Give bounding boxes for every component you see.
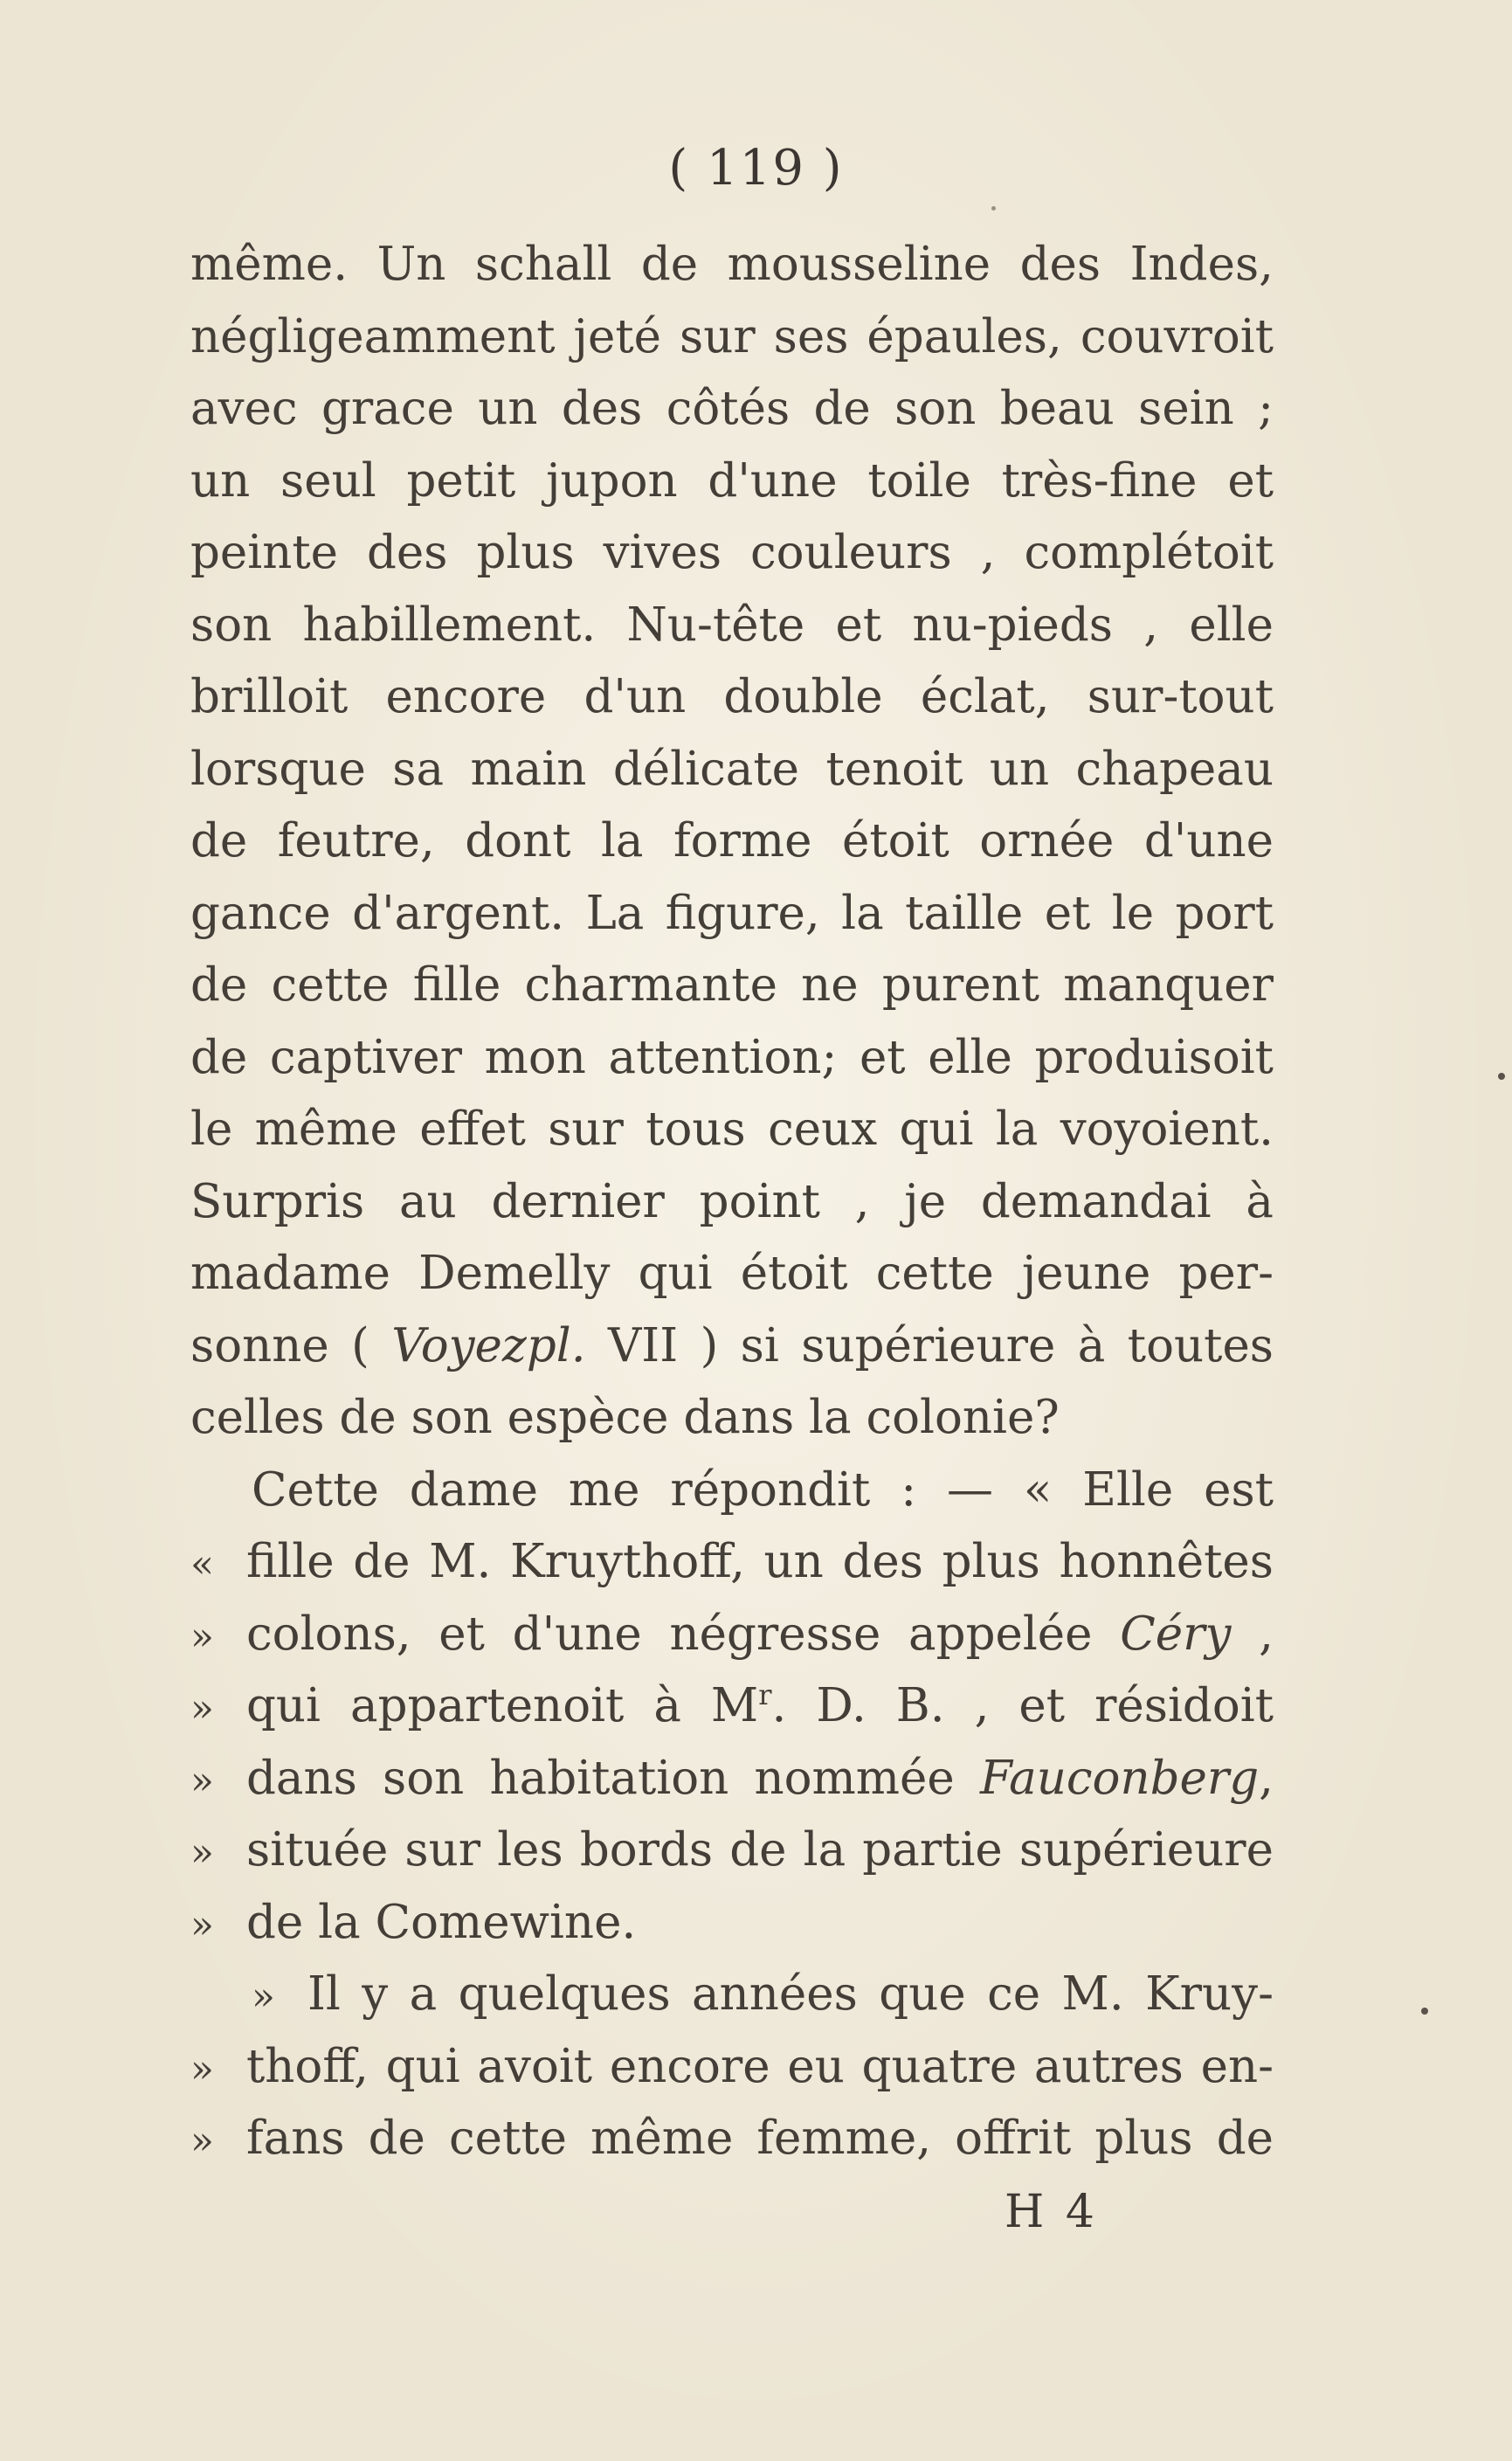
quoted-line — [190, 1815, 1274, 1887]
text-line: son habillement. Nu-tête et nu-pieds , elle — [190, 598, 1274, 652]
text-line: le même effet sur tous ceux qui la voyoient. — [190, 1103, 1274, 1156]
text-line: avec grace un des côtés de son beau sein ; — [190, 382, 1274, 435]
superscript: r — [758, 1678, 772, 1711]
quoted-text: de la Comewine. — [246, 1895, 637, 1949]
text-line: peinte des plus vives couleurs , complétoit — [190, 526, 1274, 579]
quote-mark: » — [190, 2046, 214, 2091]
quoted-text: colons, et d'une négresse appelée — [246, 1607, 1093, 1661]
italic-name: Céry — [1120, 1607, 1232, 1661]
quoted-text: fans de cette même femme, offrit plus de — [246, 2112, 1274, 2165]
paper-speck — [1421, 2008, 1428, 2015]
quoted-text: thoff, qui avoit encore eu quatre autres en- — [246, 2039, 1274, 2093]
signature-mark: H 4 — [1005, 2186, 1098, 2238]
text-segment: VII ) si supérieure à toutes — [608, 1318, 1274, 1372]
text-line: de cette fille charmante ne purent manquer — [190, 958, 1274, 1012]
quoted-line — [190, 2031, 1274, 2104]
paper-speck — [1498, 1073, 1505, 1080]
quoted-text: . D. B. , et résidoit — [771, 1679, 1274, 1732]
text-line: lorsque sa main délicate tenoit un chapeau — [190, 742, 1274, 796]
quoted-text: , — [1259, 1607, 1274, 1661]
quoted-text: , — [1259, 1751, 1274, 1805]
quoted-text: située sur les bords de la partie supérieure — [246, 1823, 1274, 1877]
text-line: même. Un schall de mousseline des Indes, — [190, 238, 1274, 291]
text-line: celles de son espèce dans la colonie? — [190, 1391, 1060, 1444]
text-line: brilloit encore d'un double éclat, sur-tout — [190, 670, 1274, 723]
quoted-line — [190, 1743, 1274, 1815]
text-line-plate-reference — [190, 1310, 1274, 1383]
text-line: de captiver mon attention; et elle produisoit — [190, 1030, 1274, 1084]
text-segment: sonne ( — [190, 1318, 369, 1372]
quoted-text: qui appartenoit à M — [246, 1679, 759, 1732]
quoted-text: fille de M. Kruythoff, un des plus honnêtes — [246, 1535, 1274, 1588]
body-text — [190, 229, 1274, 2175]
quoted-line — [190, 2103, 1274, 2175]
quote-mark: » — [190, 2119, 214, 2163]
quote-mark: » — [190, 1830, 214, 1875]
quoted-line — [190, 1526, 1274, 1599]
text-line: Surpris au dernier point , je demandai à — [190, 1174, 1274, 1228]
page-number-header: ( 119 ) — [668, 140, 844, 197]
quoted-text: Il y a quelques années que ce M. Kruy- — [307, 1967, 1274, 2021]
text-line: de feutre, dont la forme étoit ornée d'une — [190, 814, 1274, 868]
italic-name: Fauconberg — [979, 1751, 1260, 1805]
text-line: gance d'argent. La figure, la taille et le port — [190, 886, 1274, 940]
quote-mark: » — [252, 1974, 275, 2019]
quoted-line — [190, 1670, 1274, 1743]
paper-speck — [991, 206, 996, 211]
text-line-paragraph-start: Cette dame me répondit : — « Elle est — [252, 1462, 1274, 1517]
quote-mark: « — [190, 1542, 214, 1587]
plate-reference: Voyezpl. — [391, 1318, 586, 1372]
quoted-line — [190, 1887, 1274, 1960]
text-line: madame Demelly qui étoit cette jeune per- — [190, 1247, 1274, 1300]
quote-mark: » — [190, 1614, 214, 1659]
quoted-line — [190, 1959, 1274, 2031]
text-line: un seul petit jupon d'une toile très-fine et — [190, 453, 1274, 508]
quoted-text: dans son habitation nommée — [246, 1751, 955, 1805]
text-line: négligeamment jeté sur ses épaules, couvroit — [190, 309, 1274, 363]
quote-mark: » — [190, 1902, 214, 1947]
quote-mark: » — [190, 1686, 214, 1731]
quoted-line — [190, 1599, 1274, 1671]
quote-mark: » — [190, 1758, 214, 1803]
